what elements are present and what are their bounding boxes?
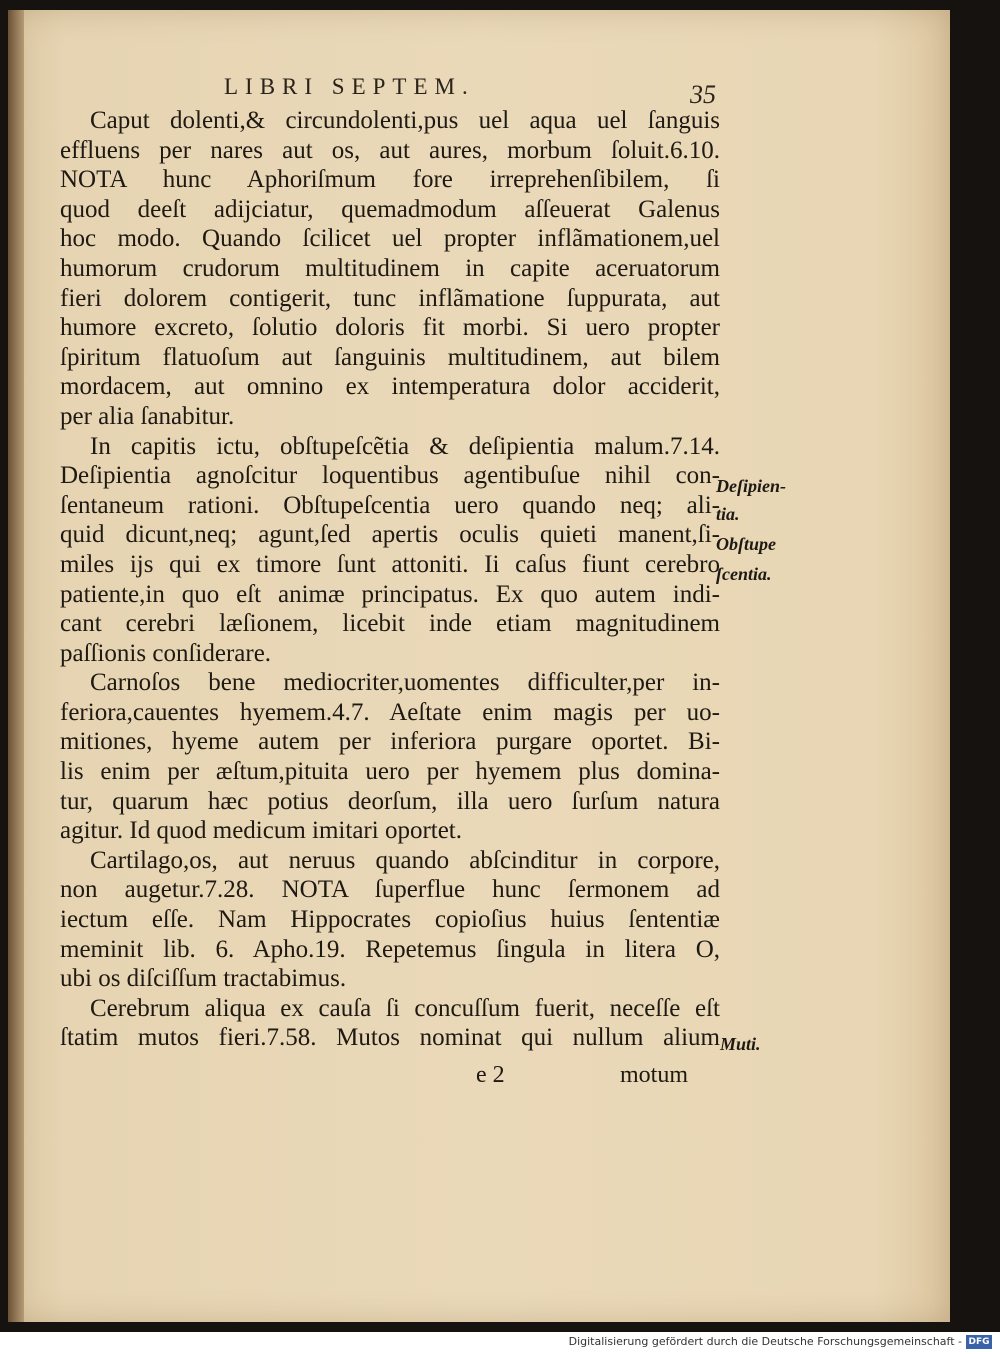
text-line: ſpiritum flatuoſum aut ſanguinis multitudinem, aut bilem [60, 343, 720, 371]
signature-mark: e 2 [476, 1062, 505, 1088]
paragraph-caput [60, 106, 720, 432]
text-line: paſſionis conſiderare. [60, 639, 272, 667]
text-line: ſtatim mutos fieri.7.58. Mutos nominat qui nullum alium [60, 1024, 720, 1052]
text-line: ubi os diſciſſum tractabimus. [60, 965, 347, 993]
text-line: tur, quarum hæc potius deorſum, illa uero ſurſum natura [60, 787, 720, 815]
text-line: hoc modo. Quando ſcilicet uel propter inflãmationem,uel [60, 225, 720, 253]
text-line: lis enim per æſtum,pituita uero per hyemem plus domina- [60, 758, 720, 786]
footer-bar [0, 1332, 1000, 1354]
text-line: fieri dolorem contigerit, tunc inflãmatione ſuppurata, aut [60, 284, 720, 312]
margin-note-obstupescentia-1: Obſtupe [716, 534, 776, 554]
text-line: agitur. Id quod medicum imitari oportet. [60, 817, 463, 845]
main-text [60, 106, 720, 1053]
text-line: iectum eſſe. Nam Hippocrates copioſius huius ſententiæ [60, 906, 720, 934]
paragraph-in-capitis [60, 432, 720, 669]
text-line: mitiones, hyeme autem per inferiora purgare oportet. Bi- [60, 728, 720, 756]
text-line: miles ijs qui ex timore ſunt attoniti. Ii caſus fiunt cerebro [60, 550, 720, 578]
margin-note-obstupescentia-2: ſcentia. [716, 564, 772, 584]
text-line: ſentaneum rationi. Obſtupeſcentia uero quando neq; ali- [60, 491, 720, 519]
margin-note-muti: Muti. [720, 1034, 761, 1054]
running-head: LIBRI SEPTEM. [224, 74, 475, 99]
paragraph-cartilago [60, 846, 720, 994]
text-line: meminit lib. 6. Apho.19. Repetemus ſingula in litera O, [60, 935, 720, 963]
page-number: 35 [690, 80, 716, 109]
text-line: humorum crudorum multitudinem in capite aceruatorum [60, 254, 720, 282]
text-line: humore excreto, ſolutio doloris fit morbi. Si uero propter [60, 314, 720, 342]
text-line: mordacem, aut omnino ex intemperatura dolor acciderit, [60, 373, 720, 401]
text-line: Carnoſos bene mediocriter,uomentes difficulter,per in- [90, 669, 720, 697]
paragraph-carnosos [60, 668, 720, 846]
margin-note-desipientia-2: tia. [716, 504, 740, 524]
text-line: quod deeſt adijciatur, quemadmodum aſſeuerat Galenus [60, 195, 720, 223]
text-line: In capitis ictu, obſtupeſcẽtia & deſipientia malum.7.14. [90, 432, 720, 460]
text-line: effluens per nares aut os, aut aures, morbum ſoluit.6.10. [60, 136, 720, 164]
margin-note-desipientia-1: Deſipien- [716, 476, 786, 496]
paragraph-cerebrum [60, 994, 720, 1053]
text-line: Caput dolenti,& circundolenti,pus uel aqua uel ſanguis [90, 107, 720, 134]
text-line: patiente,in quo eſt animæ principatus. Ex quo autem indi- [60, 580, 720, 608]
text-line: Cartilago,os, aut neruus quando abſcinditur in corpore, [90, 846, 720, 874]
text-line: per alia ſanabitur. [60, 402, 235, 430]
footer-credit: Digitalisierung gefördert durch die Deutsche Forschungsgemeinschaft - [568, 1335, 962, 1348]
text-line: Deſipientia agnoſcitur loquentibus agentibuſue nihil con- [60, 462, 720, 490]
page-gutter [8, 10, 24, 1322]
text-line: non augetur.7.28. NOTA ſuperflue hunc ſermonem ad [60, 876, 720, 904]
text-line: Cerebrum aliqua ex cauſa ſi concuſſum fuerit, neceſſe eſt [90, 994, 720, 1022]
catchword: motum [620, 1062, 689, 1088]
dfg-logo: DFG [966, 1335, 992, 1349]
text-line: quid dicunt,neq; agunt,ſed apertis oculis quieti manent,ſi- [60, 521, 720, 549]
text-line: NOTA hunc Aphoriſmum fore irreprehenſibilem, ſi [60, 166, 720, 194]
text-line: feriora,cauentes hyemem.4.7. Aeſtate enim magis per uo- [60, 698, 720, 726]
text-line: cant cerebri læſionem, licebit inde etiam magnitudinem [60, 610, 720, 638]
